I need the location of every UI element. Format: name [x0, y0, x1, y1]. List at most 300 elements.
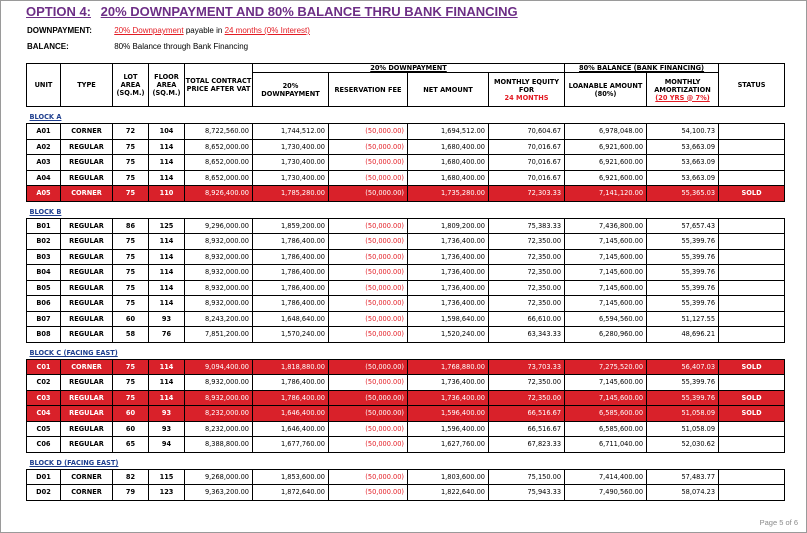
cell-reservation-fee: (50,000.00)	[329, 124, 408, 140]
cell-unit: C05	[27, 421, 61, 437]
cell-floor-area: 93	[149, 311, 185, 327]
header-monthly-amortization	[647, 73, 719, 107]
cell-type: CORNER	[61, 359, 113, 375]
cell-downpayment: 1,786,400.00	[253, 375, 329, 391]
cell-monthly-amortization: 55,399.76	[647, 234, 719, 250]
table-row	[27, 296, 785, 312]
cell-unit: D02	[27, 485, 61, 501]
cell-monthly-equity: 67,823.33	[489, 437, 565, 453]
table-row	[27, 485, 785, 501]
cell-net-amount: 1,520,240.00	[408, 327, 489, 343]
cell-total-contract-price: 8,652,000.00	[185, 155, 253, 171]
option-label: OPTION 4:	[26, 4, 92, 19]
cell-monthly-equity: 70,604.67	[489, 124, 565, 140]
cell-net-amount: 1,680,400.00	[408, 139, 489, 155]
page-title	[26, 4, 518, 19]
header-downpayment: 20% DOWNPAYMENT	[253, 73, 329, 107]
cell-monthly-amortization: 58,074.23	[647, 485, 719, 501]
cell-net-amount: 1,596,400.00	[408, 406, 489, 422]
cell-unit: B08	[27, 327, 61, 343]
cell-floor-area: 114	[149, 296, 185, 312]
cell-floor-area: 114	[149, 139, 185, 155]
cell-net-amount: 1,736,400.00	[408, 280, 489, 296]
cell-floor-area: 114	[149, 155, 185, 171]
cell-unit: C04	[27, 406, 61, 422]
cell-unit: A04	[27, 170, 61, 186]
monthly-equity-text: MONTHLY EQUITY FOR	[493, 77, 560, 94]
cell-floor-area: 123	[149, 485, 185, 501]
cell-reservation-fee: (50,000.00)	[329, 234, 408, 250]
cell-total-contract-price: 9,268,000.00	[185, 469, 253, 485]
cell-total-contract-price: 9,363,200.00	[185, 485, 253, 501]
cell-loanable-amount: 7,414,400.00	[565, 469, 647, 485]
cell-reservation-fee: (50,000.00)	[329, 186, 408, 202]
header-monthly-equity	[489, 73, 565, 107]
cell-downpayment: 1,872,640.00	[253, 485, 329, 501]
cell-lot-area: 75	[113, 186, 149, 202]
price-table	[26, 63, 785, 501]
header-floor-area: FLOOR AREA (SQ.M.)	[149, 64, 185, 107]
cell-loanable-amount: 7,145,600.00	[565, 390, 647, 406]
cell-net-amount: 1,736,400.00	[408, 375, 489, 391]
cell-type: REGULAR	[61, 296, 113, 312]
table-row	[27, 311, 785, 327]
cell-loanable-amount: 6,280,960.00	[565, 327, 647, 343]
header-status: STATUS	[719, 64, 785, 107]
cell-reservation-fee: (50,000.00)	[329, 218, 408, 234]
cell-monthly-amortization: 52,030.62	[647, 437, 719, 453]
cell-status	[719, 311, 785, 327]
cell-status	[719, 124, 785, 140]
cell-status: SOLD	[719, 406, 785, 422]
block-name: BLOCK A	[27, 107, 785, 124]
cell-net-amount: 1,735,280.00	[408, 186, 489, 202]
cell-downpayment: 1,730,400.00	[253, 139, 329, 155]
table-row	[27, 218, 785, 234]
cell-type: REGULAR	[61, 327, 113, 343]
table-row	[27, 249, 785, 265]
cell-total-contract-price: 8,232,000.00	[185, 406, 253, 422]
cell-unit: C06	[27, 437, 61, 453]
cell-downpayment: 1,853,600.00	[253, 469, 329, 485]
cell-floor-area: 114	[149, 359, 185, 375]
cell-monthly-amortization: 55,399.76	[647, 390, 719, 406]
cell-downpayment: 1,744,512.00	[253, 124, 329, 140]
cell-monthly-equity: 72,350.00	[489, 265, 565, 281]
cell-status	[719, 280, 785, 296]
block-header	[27, 107, 785, 124]
cell-total-contract-price: 7,851,200.00	[185, 327, 253, 343]
cell-total-contract-price: 8,388,800.00	[185, 437, 253, 453]
cell-monthly-amortization: 54,100.73	[647, 124, 719, 140]
cell-reservation-fee: (50,000.00)	[329, 311, 408, 327]
table-row	[27, 437, 785, 453]
cell-monthly-amortization: 55,399.76	[647, 249, 719, 265]
cell-type: REGULAR	[61, 170, 113, 186]
cell-unit: C02	[27, 375, 61, 391]
monthly-equity-term: 24 MONTHS	[504, 93, 549, 102]
cell-downpayment: 1,786,400.00	[253, 234, 329, 250]
cell-loanable-amount: 7,145,600.00	[565, 280, 647, 296]
cell-loanable-amount: 7,490,560.00	[565, 485, 647, 501]
cell-monthly-equity: 70,016.67	[489, 170, 565, 186]
cell-unit: B05	[27, 280, 61, 296]
cell-monthly-equity: 73,703.33	[489, 359, 565, 375]
cell-reservation-fee: (50,000.00)	[329, 375, 408, 391]
cell-status	[719, 265, 785, 281]
cell-floor-area: 114	[149, 280, 185, 296]
cell-monthly-equity: 72,350.00	[489, 390, 565, 406]
downpayment-line	[27, 26, 310, 35]
cell-floor-area: 114	[149, 170, 185, 186]
cell-unit: B01	[27, 218, 61, 234]
cell-type: REGULAR	[61, 234, 113, 250]
cell-type: REGULAR	[61, 406, 113, 422]
cell-downpayment: 1,859,200.00	[253, 218, 329, 234]
table-row	[27, 469, 785, 485]
cell-reservation-fee: (50,000.00)	[329, 359, 408, 375]
cell-floor-area: 125	[149, 218, 185, 234]
cell-monthly-equity: 72,350.00	[489, 375, 565, 391]
cell-monthly-amortization: 48,696.21	[647, 327, 719, 343]
cell-lot-area: 75	[113, 296, 149, 312]
cell-floor-area: 114	[149, 265, 185, 281]
cell-status: SOLD	[719, 390, 785, 406]
cell-unit: B07	[27, 311, 61, 327]
cell-downpayment: 1,730,400.00	[253, 155, 329, 171]
header-unit: UNIT	[27, 64, 61, 107]
cell-monthly-amortization: 53,663.09	[647, 155, 719, 171]
cell-monthly-amortization: 55,399.76	[647, 375, 719, 391]
cell-downpayment: 1,730,400.00	[253, 170, 329, 186]
cell-lot-area: 75	[113, 359, 149, 375]
cell-unit: B06	[27, 296, 61, 312]
cell-unit: B04	[27, 265, 61, 281]
cell-floor-area: 114	[149, 390, 185, 406]
cell-lot-area: 65	[113, 437, 149, 453]
cell-downpayment: 1,786,400.00	[253, 249, 329, 265]
cell-total-contract-price: 8,926,400.00	[185, 186, 253, 202]
cell-unit: B03	[27, 249, 61, 265]
cell-loanable-amount: 6,594,560.00	[565, 311, 647, 327]
cell-status	[719, 485, 785, 501]
cell-lot-area: 75	[113, 139, 149, 155]
header-loanable-amount: LOANABLE AMOUNT (80%)	[565, 73, 647, 107]
block-name: BLOCK B	[27, 201, 785, 218]
cell-loanable-amount: 6,921,600.00	[565, 139, 647, 155]
cell-loanable-amount: 6,585,600.00	[565, 406, 647, 422]
header-total-contract-price: TOTAL CONTRACT PRICE AFTER VAT	[185, 64, 253, 107]
cell-downpayment: 1,786,400.00	[253, 280, 329, 296]
cell-downpayment: 1,786,400.00	[253, 390, 329, 406]
cell-status	[719, 234, 785, 250]
cell-lot-area: 86	[113, 218, 149, 234]
cell-type: REGULAR	[61, 421, 113, 437]
cell-type: REGULAR	[61, 280, 113, 296]
cell-status	[719, 139, 785, 155]
cell-loanable-amount: 7,145,600.00	[565, 265, 647, 281]
cell-total-contract-price: 8,932,000.00	[185, 296, 253, 312]
cell-floor-area: 93	[149, 406, 185, 422]
cell-total-contract-price: 8,652,000.00	[185, 139, 253, 155]
cell-downpayment: 1,818,880.00	[253, 359, 329, 375]
cell-unit: A02	[27, 139, 61, 155]
cell-reservation-fee: (50,000.00)	[329, 437, 408, 453]
cell-status	[719, 155, 785, 171]
cell-loanable-amount: 7,145,600.00	[565, 234, 647, 250]
cell-lot-area: 75	[113, 390, 149, 406]
cell-monthly-amortization: 51,127.55	[647, 311, 719, 327]
cell-loanable-amount: 7,436,800.00	[565, 218, 647, 234]
downpayment-mid: payable in	[185, 26, 223, 35]
amortization-term: (20 YRS @ 7%)	[655, 93, 710, 102]
cell-monthly-amortization: 57,483.77	[647, 469, 719, 485]
cell-type: REGULAR	[61, 139, 113, 155]
cell-loanable-amount: 7,145,600.00	[565, 249, 647, 265]
table-row	[27, 280, 785, 296]
header-reservation-fee: RESERVATION FEE	[329, 73, 408, 107]
cell-total-contract-price: 8,932,000.00	[185, 375, 253, 391]
cell-monthly-equity: 70,016.67	[489, 139, 565, 155]
cell-net-amount: 1,736,400.00	[408, 265, 489, 281]
balance-line	[27, 42, 248, 51]
cell-net-amount: 1,822,640.00	[408, 485, 489, 501]
amortization-text: MONTHLY AMORTIZATION	[654, 77, 711, 94]
header-net-amount: NET AMOUNT	[408, 73, 489, 107]
cell-lot-area: 82	[113, 469, 149, 485]
cell-net-amount: 1,736,400.00	[408, 234, 489, 250]
cell-floor-area: 93	[149, 421, 185, 437]
cell-type: CORNER	[61, 485, 113, 501]
cell-monthly-equity: 75,943.33	[489, 485, 565, 501]
cell-status	[719, 421, 785, 437]
cell-monthly-equity: 75,383.33	[489, 218, 565, 234]
cell-downpayment: 1,677,760.00	[253, 437, 329, 453]
cell-loanable-amount: 6,711,040.00	[565, 437, 647, 453]
cell-loanable-amount: 7,275,520.00	[565, 359, 647, 375]
cell-lot-area: 60	[113, 421, 149, 437]
cell-net-amount: 1,596,400.00	[408, 421, 489, 437]
table-row	[27, 139, 785, 155]
cell-downpayment: 1,570,240.00	[253, 327, 329, 343]
cell-reservation-fee: (50,000.00)	[329, 265, 408, 281]
cell-floor-area: 114	[149, 375, 185, 391]
cell-lot-area: 75	[113, 170, 149, 186]
cell-monthly-equity: 70,016.67	[489, 155, 565, 171]
cell-total-contract-price: 8,932,000.00	[185, 249, 253, 265]
cell-monthly-amortization: 55,399.76	[647, 280, 719, 296]
cell-monthly-amortization: 51,058.09	[647, 421, 719, 437]
cell-unit: C01	[27, 359, 61, 375]
cell-downpayment: 1,786,400.00	[253, 265, 329, 281]
downpayment-terms: 24 months (0% Interest)	[224, 26, 310, 35]
cell-floor-area: 110	[149, 186, 185, 202]
table-row	[27, 265, 785, 281]
cell-total-contract-price: 8,932,000.00	[185, 234, 253, 250]
cell-reservation-fee: (50,000.00)	[329, 296, 408, 312]
cell-lot-area: 75	[113, 265, 149, 281]
cell-reservation-fee: (50,000.00)	[329, 485, 408, 501]
cell-unit: A01	[27, 124, 61, 140]
balance-text: 80% Balance through Bank Financing	[114, 42, 249, 51]
cell-net-amount: 1,627,760.00	[408, 437, 489, 453]
cell-floor-area: 104	[149, 124, 185, 140]
cell-reservation-fee: (50,000.00)	[329, 469, 408, 485]
cell-total-contract-price: 8,232,000.00	[185, 421, 253, 437]
cell-type: REGULAR	[61, 249, 113, 265]
cell-type: CORNER	[61, 124, 113, 140]
cell-monthly-equity: 72,350.00	[489, 280, 565, 296]
cell-loanable-amount: 7,145,600.00	[565, 296, 647, 312]
table-body	[27, 107, 785, 501]
cell-floor-area: 94	[149, 437, 185, 453]
cell-type: REGULAR	[61, 265, 113, 281]
cell-net-amount: 1,736,400.00	[408, 390, 489, 406]
cell-net-amount: 1,809,200.00	[408, 218, 489, 234]
cell-unit: A05	[27, 186, 61, 202]
header-downpayment-group: 20% DOWNPAYMENT	[253, 64, 565, 73]
cell-downpayment: 1,646,400.00	[253, 421, 329, 437]
cell-status: SOLD	[719, 186, 785, 202]
cell-reservation-fee: (50,000.00)	[329, 406, 408, 422]
table-row	[27, 234, 785, 250]
block-header	[27, 201, 785, 218]
cell-status	[719, 437, 785, 453]
page-number: Page 5 of 6	[759, 518, 798, 527]
cell-total-contract-price: 8,722,560.00	[185, 124, 253, 140]
downpayment-percent: 20% Downpayment	[114, 26, 184, 35]
cell-monthly-equity: 75,150.00	[489, 469, 565, 485]
cell-type: REGULAR	[61, 311, 113, 327]
header-bank-financing-group: 80% BALANCE (BANK FINANCING)	[565, 64, 719, 73]
cell-reservation-fee: (50,000.00)	[329, 280, 408, 296]
cell-loanable-amount: 7,145,600.00	[565, 375, 647, 391]
cell-loanable-amount: 6,978,048.00	[565, 124, 647, 140]
cell-total-contract-price: 9,094,400.00	[185, 359, 253, 375]
cell-monthly-equity: 66,610.00	[489, 311, 565, 327]
cell-status	[719, 170, 785, 186]
cell-lot-area: 75	[113, 375, 149, 391]
cell-status	[719, 218, 785, 234]
cell-reservation-fee: (50,000.00)	[329, 139, 408, 155]
cell-status	[719, 375, 785, 391]
block-header	[27, 452, 785, 469]
cell-net-amount: 1,736,400.00	[408, 249, 489, 265]
cell-status	[719, 249, 785, 265]
cell-type: REGULAR	[61, 155, 113, 171]
cell-reservation-fee: (50,000.00)	[329, 390, 408, 406]
table-row	[27, 375, 785, 391]
header-lot-area: LOT AREA (SQ.M.)	[113, 64, 149, 107]
cell-monthly-equity: 72,350.00	[489, 234, 565, 250]
cell-lot-area: 58	[113, 327, 149, 343]
cell-monthly-equity: 72,350.00	[489, 249, 565, 265]
cell-reservation-fee: (50,000.00)	[329, 421, 408, 437]
header-type: TYPE	[61, 64, 113, 107]
cell-downpayment: 1,646,400.00	[253, 406, 329, 422]
cell-type: CORNER	[61, 186, 113, 202]
cell-monthly-amortization: 51,058.09	[647, 406, 719, 422]
cell-net-amount: 1,768,880.00	[408, 359, 489, 375]
cell-lot-area: 79	[113, 485, 149, 501]
cell-unit: C03	[27, 390, 61, 406]
cell-total-contract-price: 8,932,000.00	[185, 390, 253, 406]
cell-reservation-fee: (50,000.00)	[329, 155, 408, 171]
cell-status	[719, 327, 785, 343]
cell-floor-area: 115	[149, 469, 185, 485]
balance-label: BALANCE:	[27, 42, 69, 51]
table-row	[27, 406, 785, 422]
cell-lot-area: 60	[113, 311, 149, 327]
downpayment-label: DOWNPAYMENT:	[27, 26, 92, 35]
table-row	[27, 359, 785, 375]
cell-net-amount: 1,680,400.00	[408, 155, 489, 171]
table-row	[27, 390, 785, 406]
cell-monthly-equity: 66,516.67	[489, 421, 565, 437]
cell-loanable-amount: 7,141,120.00	[565, 186, 647, 202]
cell-total-contract-price: 8,243,200.00	[185, 311, 253, 327]
cell-monthly-equity: 63,343.33	[489, 327, 565, 343]
cell-net-amount: 1,680,400.00	[408, 170, 489, 186]
cell-lot-area: 75	[113, 234, 149, 250]
table-row	[27, 124, 785, 140]
cell-floor-area: 76	[149, 327, 185, 343]
cell-type: REGULAR	[61, 218, 113, 234]
block-header	[27, 342, 785, 359]
cell-reservation-fee: (50,000.00)	[329, 327, 408, 343]
cell-monthly-equity: 72,350.00	[489, 296, 565, 312]
cell-type: REGULAR	[61, 375, 113, 391]
cell-monthly-amortization: 53,663.09	[647, 170, 719, 186]
cell-net-amount: 1,694,512.00	[408, 124, 489, 140]
cell-type: CORNER	[61, 469, 113, 485]
cell-monthly-amortization: 55,399.76	[647, 296, 719, 312]
cell-loanable-amount: 6,921,600.00	[565, 170, 647, 186]
cell-type: REGULAR	[61, 437, 113, 453]
block-name: BLOCK D (FACING EAST)	[27, 452, 785, 469]
table-row	[27, 421, 785, 437]
cell-monthly-amortization: 55,399.76	[647, 265, 719, 281]
cell-lot-area: 60	[113, 406, 149, 422]
cell-total-contract-price: 8,932,000.00	[185, 265, 253, 281]
cell-floor-area: 114	[149, 249, 185, 265]
cell-unit: D01	[27, 469, 61, 485]
cell-unit: A03	[27, 155, 61, 171]
cell-monthly-equity: 66,516.67	[489, 406, 565, 422]
cell-total-contract-price: 8,652,000.00	[185, 170, 253, 186]
cell-lot-area: 75	[113, 280, 149, 296]
cell-status	[719, 469, 785, 485]
cell-monthly-equity: 72,303.33	[489, 186, 565, 202]
cell-total-contract-price: 8,932,000.00	[185, 280, 253, 296]
cell-unit: B02	[27, 234, 61, 250]
cell-net-amount: 1,598,640.00	[408, 311, 489, 327]
cell-monthly-amortization: 56,407.03	[647, 359, 719, 375]
cell-monthly-amortization: 55,365.03	[647, 186, 719, 202]
table-row	[27, 155, 785, 171]
cell-reservation-fee: (50,000.00)	[329, 249, 408, 265]
cell-status	[719, 296, 785, 312]
cell-lot-area: 72	[113, 124, 149, 140]
cell-monthly-amortization: 57,657.43	[647, 218, 719, 234]
cell-floor-area: 114	[149, 234, 185, 250]
cell-type: REGULAR	[61, 390, 113, 406]
block-name: BLOCK C (FACING EAST)	[27, 342, 785, 359]
option-text: 20% DOWNPAYMENT AND 80% BALANCE THRU BANK FINANCING	[100, 4, 518, 19]
cell-status: SOLD	[719, 359, 785, 375]
cell-downpayment: 1,785,280.00	[253, 186, 329, 202]
cell-net-amount: 1,736,400.00	[408, 296, 489, 312]
